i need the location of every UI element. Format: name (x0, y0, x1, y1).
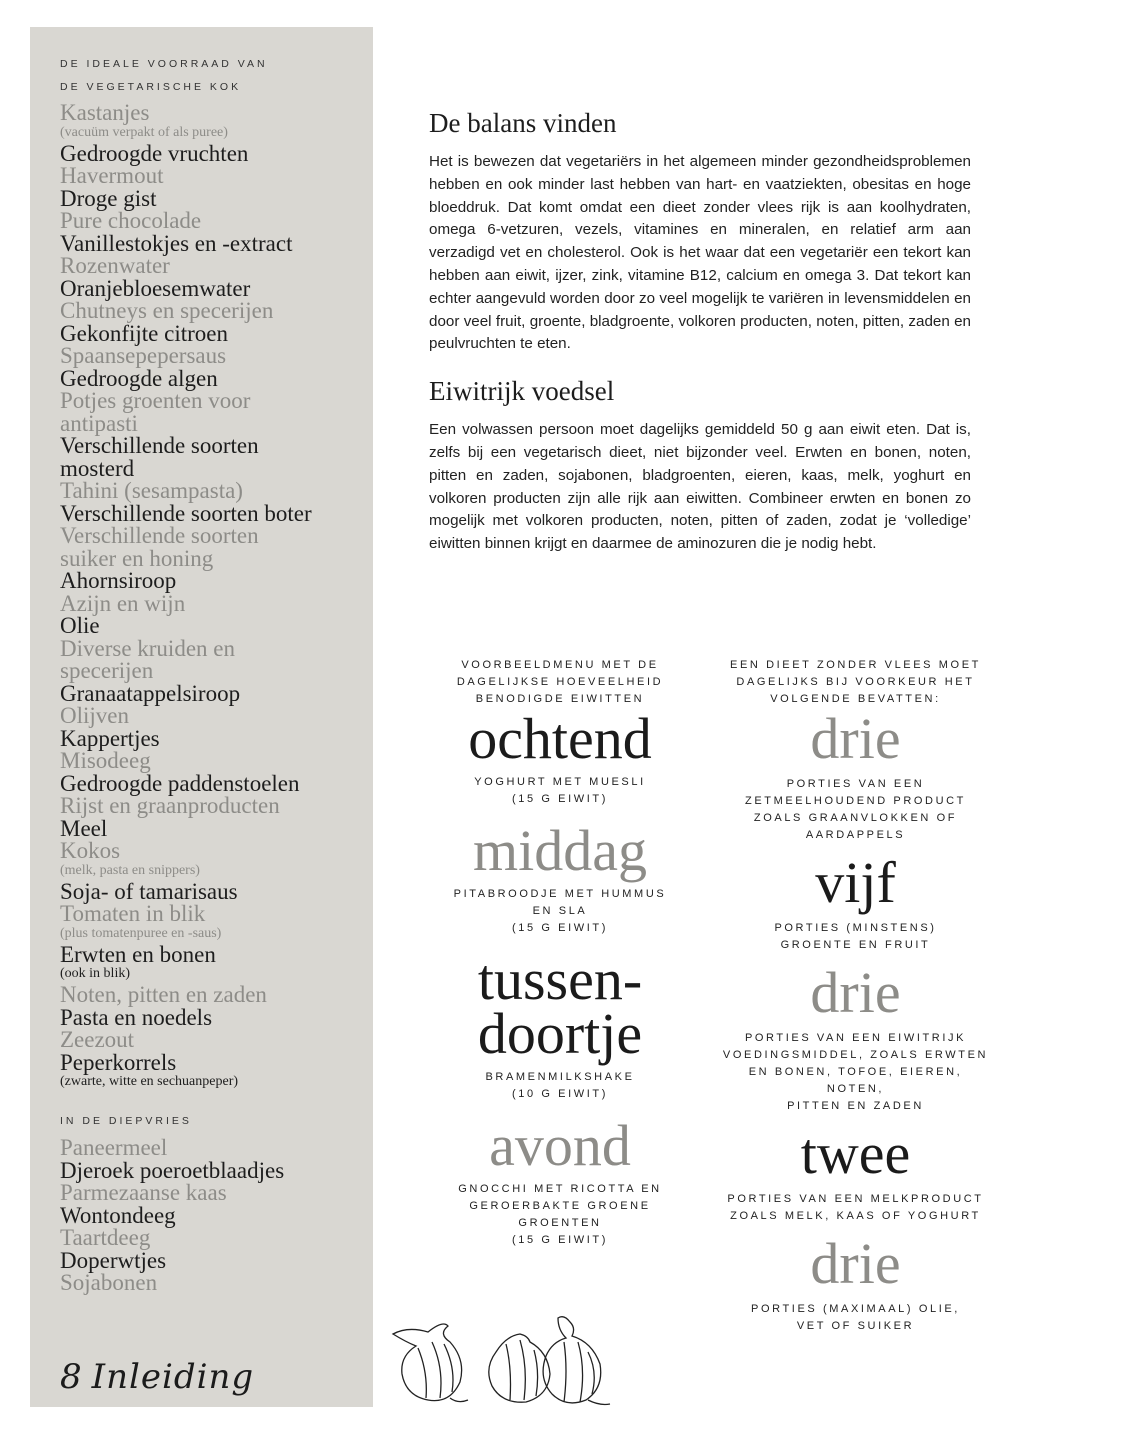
daily-portions (718, 657, 993, 1347)
portion-description (718, 920, 993, 954)
meal-description-line: (10 G EIWIT) (512, 1088, 608, 1100)
meal-block (425, 818, 695, 937)
portion-count: drie (810, 706, 901, 771)
meal-word: middag (473, 818, 647, 883)
pantry-item: Soja- of tamarisaus (60, 878, 238, 904)
portion-count: drie (810, 960, 901, 1025)
portion-description (718, 776, 993, 844)
meal-word: ochtend (468, 706, 652, 771)
pantry-item: Kastanjes (60, 100, 150, 125)
pantry-caption-line: DE IDEALE VOORRAAD VAN (60, 58, 268, 70)
page-footer (60, 1357, 254, 1397)
pantry-item: Verschillende soorten (60, 433, 259, 458)
pantry-item: Gedroogde paddenstoelen (60, 770, 300, 796)
pantry-item: Potjes groenten voor (60, 388, 251, 413)
freezer-caption: IN DE DIEPVRIES (60, 1115, 192, 1127)
diet-caption-line: DAGELIJKS BIJ VOORKEUR HET (736, 676, 975, 688)
pantry-item: Verschillende soorten boter (60, 500, 312, 526)
pantry-item-note: (vacuüm verpakt of als puree) (60, 124, 228, 140)
pantry-item: Gedroogde algen (60, 365, 218, 391)
pantry-item: Gedroogde vruchten (60, 140, 249, 166)
portion-description-line: VOEDINGSMIDDEL, ZOALS ERWTEN (722, 1049, 989, 1061)
diet-caption-line: EEN DIEET ZONDER VLEES MOET (730, 659, 981, 671)
portion-count: vijf (815, 850, 896, 915)
pantry-item: Parmezaanse kaas (60, 1180, 227, 1205)
portion-block (718, 960, 993, 1115)
portion-description (718, 1301, 993, 1335)
pantry-item: Taartdeeg (60, 1225, 151, 1250)
section-protein (429, 376, 971, 556)
meal-description (425, 774, 695, 808)
portion-description-line: PITTEN EN ZADEN (787, 1100, 924, 1112)
section-balance (429, 108, 971, 356)
pantry-item: Rozenwater (60, 253, 170, 278)
menu-caption-line: VOORBEELDMENU MET DE (461, 659, 659, 671)
meal-description-line: EN SLA (532, 905, 588, 917)
pantry-item: specerijen (60, 658, 154, 683)
pantry-item: Droge gist (60, 185, 157, 211)
meal-description-line: BRAMENMILKSHAKE (485, 1071, 635, 1083)
pantry-item: Oranjebloesemwater (60, 275, 251, 301)
pantry-item: Misodeeg (60, 748, 151, 773)
meal-description-line: GEROERBAKTE GROENE GROENTEN (469, 1200, 651, 1229)
portion-description-line: PORTIES VAN EEN MELKPRODUCT (727, 1193, 984, 1205)
meal-description-line: (15 G EIWIT) (512, 1234, 608, 1246)
meal-description-line: (15 G EIWIT) (512, 922, 608, 934)
onion-illustration (388, 1312, 638, 1412)
pantry-item: Doperwtjes (60, 1247, 167, 1273)
portion-description-line: PORTIES VAN EEN (786, 778, 925, 790)
meal-description-line: GNOCCHI MET RICOTTA EN (458, 1183, 662, 1195)
portion-description-line: VET OF SUIKER (796, 1320, 915, 1332)
pantry-item: Meel (60, 815, 108, 841)
portion-description-line: EN BONEN, TOFOE, EIEREN, NOTEN, (748, 1066, 963, 1095)
meal-word: doortje (477, 1001, 643, 1066)
pantry-item: mosterd (60, 455, 135, 481)
pantry-item: Djeroek poeroetblaadjes (60, 1157, 285, 1183)
pantry-item: Chutneys en specerijen (60, 298, 274, 323)
portion-description (718, 1030, 993, 1115)
pantry-item: Paneermeel (60, 1135, 168, 1160)
meal-list (425, 706, 695, 1249)
section-body: Het is bewezen dat vegetariërs in het algemeen minder gezondheidsproblemen hebben en ook minder last hebben van hart- en vaatziekten, obesitas en hoge bloeddruk. Dat komt omdat een dieet zonder vlees rijk is aan koolhydraten, omega 6-vetzuren, vezels, vitamines en mineralen, en relatief arm aan verzadigd vet en cholesterol. Ook is het waar dat een vegetariër een tekort kan hebben aan eiwit, ijzer, zink, vitamine B12, calcium en omega 3. Dat tekort kan echter aangevuld worden door zo veel mogelijk te variëren in levensmiddelen en door veel fruit, groente, bladgroente, volkoren producten, noten, pitten, zaden en peulvruchten te eten. (429, 153, 971, 353)
portion-block (718, 1121, 993, 1225)
pantry-item: Spaansepepersaus (60, 343, 227, 368)
meal-description-line: YOGHURT MET MUESLI (474, 776, 646, 788)
sample-menu (425, 657, 695, 1265)
meal-block (425, 947, 695, 1103)
pantry-item: Tomaten in blik (60, 901, 206, 926)
portion-description-line: ZETMEELHOUDEND PRODUCT (745, 795, 966, 807)
main-text (429, 108, 971, 556)
page-number: 8 (60, 1357, 82, 1397)
pantry-item: Granaatappelsiroop (60, 680, 241, 706)
pantry-item-note: (ook in blik) (60, 966, 130, 981)
pantry-item-note: (plus tomatenpuree en -saus) (60, 925, 222, 941)
pantry-item: Azijn en wijn (60, 590, 186, 616)
meal-word: avond (489, 1113, 631, 1178)
pantry-item: Diverse kruiden en (60, 635, 235, 661)
portion-list (718, 706, 993, 1335)
portion-description-line: PORTIES VAN EEN EIWITRIJK (744, 1032, 967, 1044)
section-name: Inleiding (91, 1357, 255, 1397)
pantry-item: Pure chocolade (60, 208, 202, 233)
diet-caption-line: VOLGENDE BEVATTEN: (770, 693, 941, 705)
portion-description-line: AARDAPPELS (805, 829, 906, 841)
pantry-sidebar (30, 27, 373, 1407)
portion-block (718, 706, 993, 844)
meal-description (425, 1181, 695, 1249)
meal-block (425, 1113, 695, 1249)
pantry-item: Zeezout (60, 1027, 135, 1052)
pantry-item: Gekonfijte citroen (60, 320, 228, 346)
pantry-item: Noten, pitten en zaden (60, 982, 267, 1007)
pantry-item: Ahornsiroop (60, 568, 177, 593)
freezer-list (30, 1137, 373, 1295)
pantry-item: Pasta en noedels (60, 1004, 213, 1030)
menu-caption-line: DAGELIJKSE HOEVEELHEID (456, 676, 664, 688)
pantry-caption-line: DE VEGETARISCHE KOK (60, 81, 242, 93)
pantry-item: Peperkorrels (60, 1049, 177, 1075)
diet-caption (718, 657, 993, 708)
menu-caption-line: BENODIGDE EIWITTEN (475, 693, 645, 705)
portion-description-line: ZOALS MELK, KAAS OF YOGHURT (730, 1210, 981, 1222)
portion-description-line: ZOALS GRAANVLOKKEN OF (753, 812, 958, 824)
section-body: Een volwassen persoon moet dagelijks gemiddeld 50 g aan eiwit eten. Dat is, zelfs bij een vegetarisch dieet, niet bijzonder veel. Erwten en bonen, noten, pitten en zaden, sojabonen, bladgroenten, eieren, kaas, melk, yoghurt en volkoren producten zijn alle rijk aan eiwitten. Combineer erwten en bonen zo mogelijk met volkoren producten, noten, pitten of zaden, zodat je ‘volledige’ eiwitten binnen krijgt en daarmee de aminozuren die je nodig hebt. (429, 421, 971, 553)
menu-caption (425, 657, 695, 708)
portion-block (718, 1231, 993, 1335)
portion-description-line: PORTIES (MINSTENS) (774, 922, 937, 934)
pantry-item: Olijven (60, 703, 129, 728)
meal-description (425, 886, 695, 937)
meal-description-line: PITABROODJE MET HUMMUS (453, 888, 667, 900)
pantry-item: Rijst en graanproducten (60, 793, 280, 818)
portion-description-line: PORTIES (MAXIMAAL) OLIE, (751, 1303, 960, 1315)
pantry-item-note: (zwarte, witte en sechuanpeper) (60, 1074, 239, 1089)
pantry-item: Tahini (sesampasta) (60, 478, 243, 503)
pantry-item: Verschillende soorten (60, 523, 259, 548)
portion-block (718, 850, 993, 954)
section-title: De balans vinden (429, 108, 617, 138)
portion-description-line: GROENTE EN FRUIT (780, 939, 931, 951)
meal-description-line: (15 G EIWIT) (512, 793, 608, 805)
pantry-item: Vanillestokjes en -extract (60, 230, 293, 256)
pantry-item: Sojabonen (60, 1270, 158, 1295)
pantry-list (30, 102, 373, 1090)
pantry-item: Erwten en bonen (60, 941, 216, 967)
pantry-caption (30, 53, 373, 99)
pantry-item: suiker en honing (60, 545, 214, 571)
meal-word: tussen- (477, 947, 643, 1012)
pantry-item: Wontondeeg (60, 1202, 176, 1228)
portion-count: twee (800, 1121, 911, 1186)
pantry-item: Kokos (60, 838, 121, 863)
portion-description (718, 1191, 993, 1225)
pantry-item: antipasti (60, 410, 138, 436)
pantry-item: Kappertjes (60, 725, 160, 751)
pantry-item: Havermout (60, 163, 164, 188)
meal-description (425, 1069, 695, 1103)
pantry-item: Olie (60, 613, 100, 638)
section-title: Eiwitrijk voedsel (429, 376, 615, 407)
pantry-item-note: (melk, pasta en snippers) (60, 862, 200, 878)
meal-block (425, 706, 695, 808)
portion-count: drie (810, 1231, 901, 1296)
